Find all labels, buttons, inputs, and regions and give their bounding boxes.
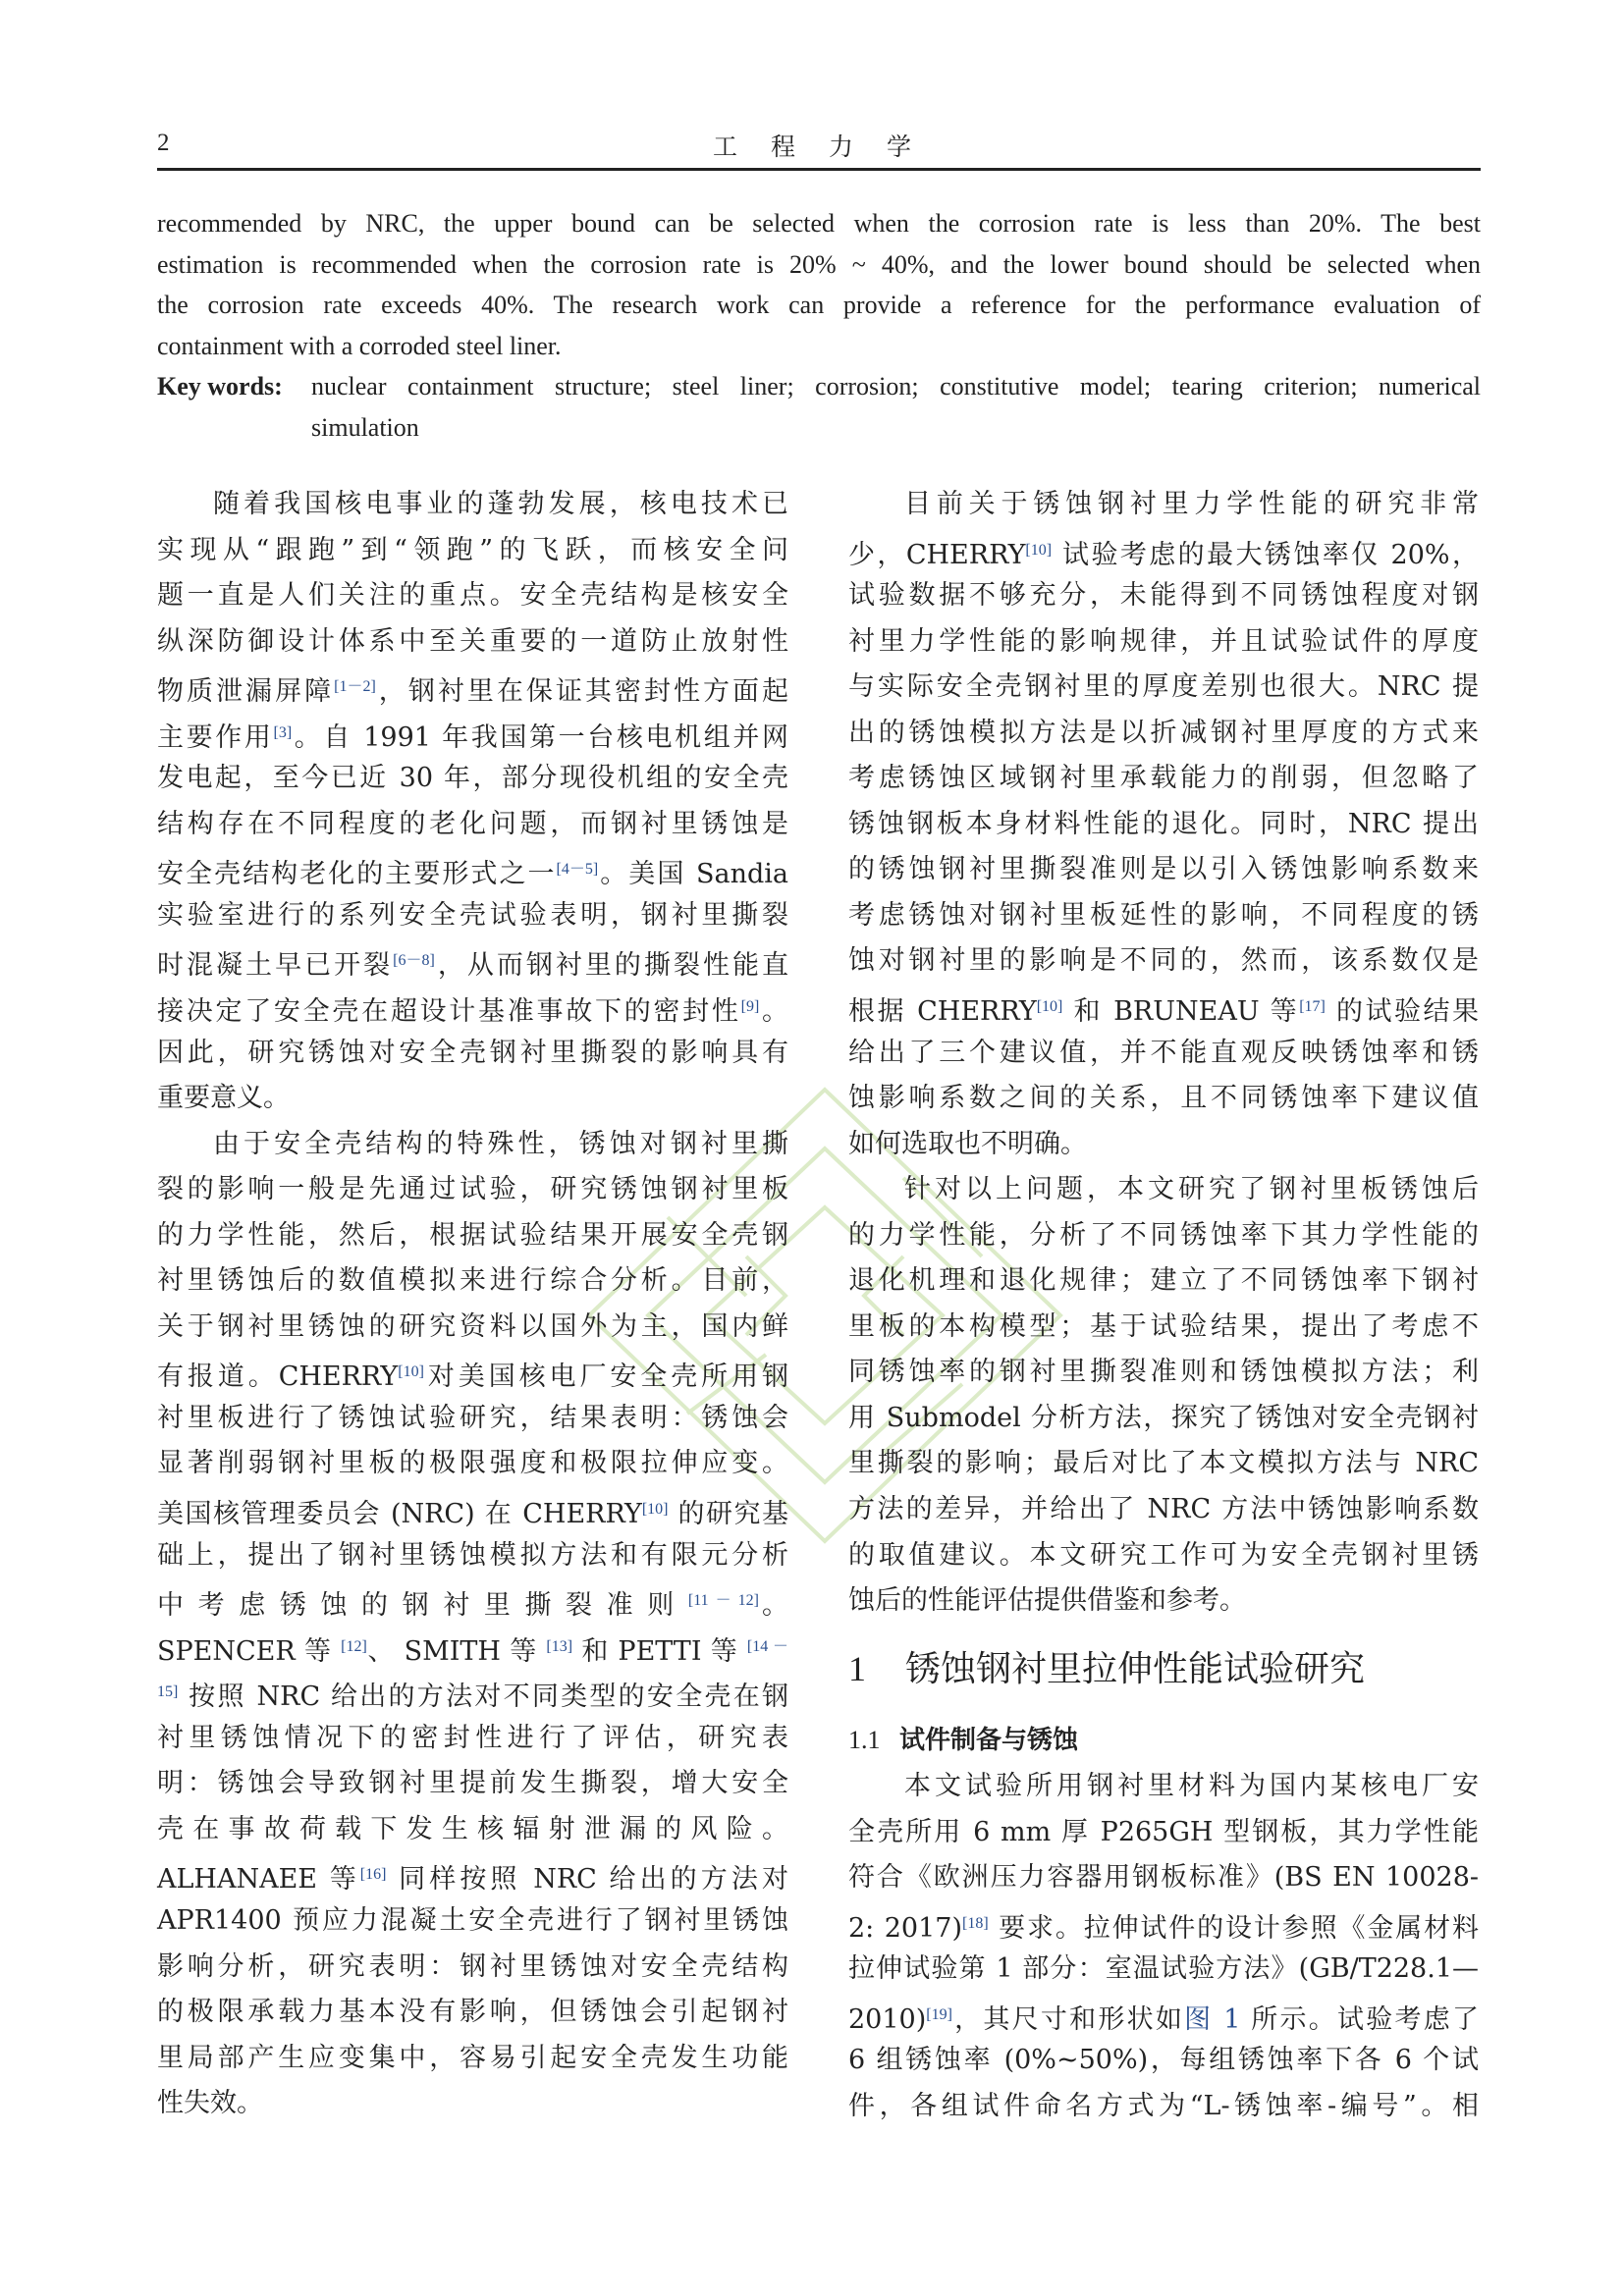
text-segment: APR1400 预应力混凝土安全壳进行了钢衬里锈蚀 bbox=[157, 1904, 788, 1936]
text-line bbox=[157, 665, 788, 711]
paragraph bbox=[848, 1764, 1479, 2129]
citation-link[interactable]: [13] bbox=[546, 1637, 573, 1655]
text-line bbox=[848, 1533, 1479, 1579]
text-line: simulation bbox=[311, 412, 419, 442]
text-line bbox=[848, 1122, 1479, 1168]
text-segment: 中 考 虑 锈 蚀 的 钢 衬 里 撕 裂 准 则 bbox=[157, 1590, 688, 1622]
subsection-number: 1.1 bbox=[848, 1726, 881, 1754]
text-line bbox=[157, 985, 788, 1031]
text-segment: 的试验结果 bbox=[1325, 996, 1479, 1028]
text-segment: 性失效。 bbox=[157, 2088, 263, 2119]
section-heading bbox=[848, 1643, 1365, 1695]
text-line bbox=[157, 1213, 788, 1259]
text-line bbox=[157, 1716, 788, 1762]
paragraph bbox=[157, 1122, 788, 2127]
text-line bbox=[848, 1901, 1479, 1948]
text-line bbox=[848, 1487, 1479, 1533]
text-line bbox=[157, 711, 788, 757]
text-line bbox=[157, 2036, 788, 2082]
text-line bbox=[157, 528, 788, 574]
citation-link[interactable]: [14 － bbox=[746, 1637, 788, 1655]
text-line bbox=[848, 1305, 1479, 1351]
text-line bbox=[848, 1810, 1479, 1856]
journal-title: 工程力学 bbox=[712, 133, 945, 161]
text-segment: 安全壳结构老化的主要形式之一 bbox=[157, 859, 557, 890]
text-line bbox=[848, 1578, 1479, 1625]
text-segment: 试验考虑的最大锈蚀率仅 20%， bbox=[1052, 539, 1479, 570]
text-segment: 随着我国核电事业的蓬勃发展，核电技术已 bbox=[213, 489, 788, 519]
text-segment: 的极限承载力基本没有影响，但锈蚀会引起钢衬 bbox=[157, 1997, 788, 2028]
text-segment: 的锈蚀钢衬里撕裂准则是以引入锈蚀影响系数来 bbox=[848, 854, 1479, 885]
text-line bbox=[848, 847, 1479, 893]
citation-link[interactable]: 15] bbox=[157, 1683, 179, 1701]
text-segment: 明：锈蚀会导致钢衬里提前发生撕裂，增大安全 bbox=[157, 1768, 788, 1799]
paragraph bbox=[848, 482, 1479, 1167]
text-line bbox=[157, 619, 788, 666]
text-line bbox=[157, 1258, 788, 1305]
text-segment: 2010) bbox=[848, 2003, 927, 2035]
text-line bbox=[157, 1350, 788, 1396]
text-segment: 按照 NRC 给出的方法对不同类型的安全壳在钢 bbox=[178, 1682, 788, 1713]
text-segment: 衬里板进行了锈蚀试验研究，结果表明：锈蚀会 bbox=[157, 1402, 788, 1433]
text-segment: 根据 CHERRY bbox=[848, 996, 1037, 1028]
text-line bbox=[157, 893, 788, 939]
text-line bbox=[848, 1396, 1479, 1442]
text-line bbox=[848, 1167, 1479, 1213]
right-column-intro bbox=[848, 482, 1479, 1625]
citation-link[interactable]: [11 － 12] bbox=[687, 1592, 759, 1610]
text-segment: 里撕裂的影响；最后对比了本文模拟方法与 NRC bbox=[848, 1448, 1479, 1479]
text-segment: 蚀后的性能评估提供借鉴和参考。 bbox=[848, 1585, 1246, 1617]
text-line bbox=[157, 1852, 788, 1898]
text-segment: 时混凝土早已开裂 bbox=[157, 950, 394, 982]
text-line bbox=[157, 1487, 788, 1533]
text-line: containment with a corroded steel liner. bbox=[157, 331, 562, 360]
text-segment: 试验数据不够充分，未能得到不同锈蚀程度对钢 bbox=[848, 580, 1479, 612]
text-line bbox=[848, 2038, 1479, 2084]
text-segment: 蚀影响系数之间的关系，且不同锈蚀率下建议值 bbox=[848, 1083, 1479, 1114]
text-segment: 由于安全壳结构的特殊性，锈蚀对钢衬里撕 bbox=[213, 1128, 788, 1159]
keywords-label: Key words: bbox=[157, 372, 283, 401]
citation-link[interactable]: [18] bbox=[961, 1914, 989, 1932]
text-segment: 蚀对钢衬里的影响是不同的，然而，该系数仅是 bbox=[848, 945, 1479, 977]
text-segment: 符合《欧洲压力容器用钢板标准》(BS EN 10028- bbox=[848, 1862, 1479, 1894]
section-title: 锈蚀钢衬里拉伸性能试验研究 bbox=[905, 1649, 1366, 1689]
text-segment: 拉伸试验第 1 部分：室温试验方法》(GB/T228.1— bbox=[848, 1953, 1479, 1985]
abstract-english bbox=[157, 203, 1481, 448]
subsection-heading bbox=[848, 1718, 1078, 1763]
text-line bbox=[157, 1122, 788, 1168]
text-line bbox=[157, 1031, 788, 1077]
text-segment: 少，CHERRY bbox=[848, 539, 1026, 570]
text-line: recommended by NRC, the upper bound can be selected when the corrosion rate is less than 20%. The best bbox=[157, 209, 1481, 238]
text-segment: 础上，提出了钢衬里锈蚀模拟方法和有限元分析 bbox=[157, 1539, 788, 1571]
text-segment: 。自 1991 年我国第一台核电机组并网 bbox=[292, 721, 788, 753]
text-line bbox=[848, 938, 1479, 985]
text-segment: 出的锈蚀模拟方法是以折减钢衬里厚度的方式来 bbox=[848, 717, 1479, 748]
text-line bbox=[157, 938, 788, 985]
text-line bbox=[157, 1670, 788, 1716]
text-segment: 锈蚀钢板本身材料性能的退化。同时，NRC 提出 bbox=[848, 808, 1479, 839]
text-segment: 用 Submodel 分析方法，探究了锈蚀对安全壳钢衬 bbox=[848, 1402, 1479, 1433]
text-line bbox=[157, 573, 788, 619]
text-segment: 实现从“跟跑”到“领跑”的飞跃，而核安全问 bbox=[157, 534, 788, 565]
text-line bbox=[848, 1441, 1479, 1487]
text-segment: 对美国核电厂安全壳所用钢 bbox=[423, 1362, 788, 1393]
text-line bbox=[157, 1441, 788, 1487]
citation-link[interactable]: [10] bbox=[641, 1501, 669, 1519]
text-line bbox=[848, 1258, 1479, 1305]
text-segment: 。 bbox=[758, 1590, 788, 1622]
text-segment: ，其尺寸和形状如 bbox=[951, 2003, 1185, 2035]
page-number: 2 bbox=[157, 130, 170, 156]
text-segment: 与实际安全壳钢衬里的厚度差别也很大。NRC 提 bbox=[848, 671, 1479, 703]
text-segment: 本文试验所用钢衬里材料为国内某核电厂安 bbox=[904, 1771, 1479, 1801]
text-segment: 物质泄漏屏障 bbox=[157, 676, 335, 708]
text-line bbox=[848, 2084, 1479, 2130]
text-segment: 如何选取也不明确。 bbox=[848, 1128, 1087, 1159]
text-line bbox=[157, 1533, 788, 1579]
citation-link[interactable]: [6－8] bbox=[393, 952, 435, 970]
text-line bbox=[848, 802, 1479, 848]
text-line bbox=[848, 893, 1479, 939]
text-segment: 考虑锈蚀区域钢衬里承载能力的削弱，但忽略了 bbox=[848, 763, 1479, 794]
text-segment: 美国核管理委员会 (NRC) 在 CHERRY bbox=[157, 1499, 642, 1530]
text-segment: 衬里锈蚀后的数值模拟来进行综合分析。目前， bbox=[157, 1265, 788, 1297]
text-segment: 结构存在不同程度的老化问题，而钢衬里锈蚀是 bbox=[157, 808, 788, 839]
text-line: the corrosion rate exceeds 40%. The research work can provide a reference for the performance evaluation of bbox=[157, 291, 1481, 320]
header-rule bbox=[157, 168, 1481, 171]
citation-link[interactable]: [10] bbox=[1036, 998, 1063, 1016]
text-line bbox=[848, 1213, 1479, 1259]
left-column bbox=[157, 482, 788, 2127]
text-segment: 同样按照 NRC 给出的方法对 bbox=[386, 1864, 788, 1896]
right-column-section bbox=[848, 1764, 1479, 2129]
text-line bbox=[848, 1031, 1479, 1077]
text-line bbox=[157, 1625, 788, 1671]
text-line bbox=[157, 1578, 788, 1625]
text-line bbox=[157, 1990, 788, 2036]
text-segment: 和 BRUNEAU 等 bbox=[1062, 996, 1300, 1028]
paragraph bbox=[848, 1167, 1479, 1624]
text-segment: 要求。拉伸试件的设计参照《金属材料 bbox=[988, 1912, 1479, 1944]
text-line bbox=[848, 756, 1479, 802]
text-line bbox=[157, 1396, 788, 1442]
text-line bbox=[848, 1350, 1479, 1396]
text-line bbox=[157, 802, 788, 848]
text-segment: 里板的本构模型；基于试验结果，提出了考虑不 bbox=[848, 1310, 1479, 1342]
text-segment: 衬里锈蚀情况下的密封性进行了评估，研究表 bbox=[157, 1722, 788, 1753]
subsection-title: 试件制备与锈蚀 bbox=[899, 1726, 1079, 1755]
citation-link[interactable]: [9] bbox=[740, 998, 760, 1016]
text-line bbox=[848, 1076, 1479, 1122]
text-line bbox=[157, 1898, 788, 1945]
text-segment: 裂的影响一般是先通过试验，研究锈蚀钢衬里板 bbox=[157, 1174, 788, 1205]
text-segment: ，钢衬里在保证其密封性方面起 bbox=[375, 676, 789, 708]
text-line bbox=[157, 482, 788, 528]
text-segment: 实验室进行的系列安全壳试验表明，钢衬里撕裂 bbox=[157, 899, 788, 931]
text-segment: 。 bbox=[759, 996, 789, 1028]
text-segment: 、 SMITH 等 bbox=[366, 1635, 547, 1667]
citation-link[interactable]: [16] bbox=[359, 1866, 387, 1884]
citation-link[interactable]: [12] bbox=[341, 1637, 367, 1655]
text-line bbox=[848, 1764, 1479, 1810]
text-line bbox=[157, 1305, 788, 1351]
text-line bbox=[848, 1947, 1479, 1993]
text-line bbox=[157, 2081, 788, 2127]
citation-link[interactable]: [10] bbox=[1025, 541, 1053, 559]
text-line: estimation is recommended when the corrosion rate is 20% ~ 40%, and the lower bound should be selected when bbox=[157, 249, 1481, 279]
text-segment: 有报道。CHERRY bbox=[157, 1362, 399, 1393]
text-segment: 给出了三个建议值，并不能直观反映锈蚀率和锈 bbox=[848, 1037, 1479, 1068]
text-line bbox=[848, 1855, 1479, 1901]
text-segment: 全壳所用 6 mm 厚 P265GH 型钢板，其力学性能 bbox=[848, 1816, 1479, 1847]
text-line bbox=[157, 1167, 788, 1213]
text-segment: 显著削弱钢衬里板的极限强度和极限拉伸应变。 bbox=[157, 1448, 788, 1479]
text-segment: 重要意义。 bbox=[157, 1083, 290, 1114]
citation-link[interactable]: [19] bbox=[926, 2005, 952, 2023]
text-segment: 的取值建议。本文研究工作可为安全壳钢衬里锈 bbox=[848, 1539, 1479, 1571]
text-line bbox=[848, 528, 1479, 574]
text-segment: 针对以上问题，本文研究了钢衬里板锈蚀后 bbox=[904, 1174, 1479, 1205]
text-segment: 所示。试验考虑了 bbox=[1240, 2003, 1479, 2035]
text-segment: 同锈蚀率的钢衬里撕裂准则和锈蚀模拟方法；利 bbox=[848, 1357, 1479, 1388]
text-segment: 的研究基 bbox=[668, 1499, 788, 1530]
text-segment: 件，各组试件命名方式为“L-锈蚀率-编号”。相 bbox=[848, 2090, 1479, 2121]
text-line bbox=[157, 1761, 788, 1807]
section-number: 1 bbox=[848, 1649, 866, 1688]
text-segment: 影响分析，研究表明：钢衬里锈蚀对安全壳结构 bbox=[157, 1950, 788, 1982]
text-line: nuclear containment structure; steel liner; corrosion; constitutive model; tearing criterion; numerical bbox=[311, 372, 1481, 401]
text-line bbox=[157, 847, 788, 893]
text-segment: 目前关于锈蚀钢衬里力学性能的研究非常 bbox=[904, 489, 1479, 519]
citation-link[interactable]: [17] bbox=[1299, 998, 1326, 1016]
text-line bbox=[157, 756, 788, 802]
text-segment: 关于钢衬里锈蚀的研究资料以国外为主，国内鲜 bbox=[157, 1310, 788, 1342]
text-segment: 接决定了安全壳在超设计基准事故下的密封性 bbox=[157, 996, 741, 1028]
text-line bbox=[848, 619, 1479, 666]
text-line bbox=[157, 1807, 788, 1853]
keywords bbox=[157, 366, 1481, 448]
text-line bbox=[848, 665, 1479, 711]
text-segment: 主要作用 bbox=[157, 721, 274, 753]
text-line bbox=[848, 482, 1479, 528]
text-line bbox=[157, 1945, 788, 1991]
text-segment: 纵深防御设计体系中至关重要的一道防止放射性 bbox=[157, 625, 788, 657]
text-line bbox=[848, 985, 1479, 1031]
text-segment: 题一直是人们关注的重点。安全壳结构是核安全 bbox=[157, 580, 788, 612]
text-line bbox=[848, 711, 1479, 757]
text-line bbox=[848, 573, 1479, 619]
text-segment: 方法的差异，并给出了 NRC 方法中锈蚀影响系数 bbox=[848, 1494, 1479, 1525]
text-segment: 因此，研究锈蚀对安全壳钢衬里撕裂的影响具有 bbox=[157, 1037, 788, 1068]
text-segment: 发电起，至今已近 30 年，部分现役机组的安全壳 bbox=[157, 763, 788, 794]
text-segment: SPENCER 等 bbox=[157, 1635, 342, 1667]
citation-link[interactable]: [1－2] bbox=[334, 678, 376, 696]
text-segment: 6 组锈蚀率 (0%~50%)，每组锈蚀率下各 6 个试 bbox=[848, 2045, 1479, 2076]
text-segment: 2: 2017) bbox=[848, 1912, 962, 1944]
citation-link[interactable]: [4－5] bbox=[556, 861, 599, 879]
text-line bbox=[848, 1993, 1479, 2039]
text-segment: 考虑锈蚀对钢衬里板延性的影响，不同程度的锈 bbox=[848, 899, 1479, 931]
text-segment: 衬里力学性能的影响规律，并且试验试件的厚度 bbox=[848, 625, 1479, 657]
text-segment: 的力学性能，然后，根据试验结果开展安全壳钢 bbox=[157, 1219, 788, 1251]
figure-link[interactable]: 图 1 bbox=[1184, 2003, 1241, 2035]
paragraph bbox=[157, 482, 788, 1122]
citation-link[interactable]: [10] bbox=[398, 1363, 424, 1381]
text-segment: 和 PETTI 等 bbox=[572, 1635, 747, 1667]
text-segment: 的力学性能，分析了不同锈蚀率下其力学性能的 bbox=[848, 1219, 1479, 1251]
text-segment: 。美国 Sandia bbox=[598, 859, 788, 890]
text-line bbox=[157, 1076, 788, 1122]
text-segment: 退化机理和退化规律；建立了不同锈蚀率下钢衬 bbox=[848, 1265, 1479, 1297]
text-segment: 壳在事故荷载下发生核辐射泄漏的风险。 bbox=[157, 1813, 788, 1844]
citation-link[interactable]: [3] bbox=[273, 723, 293, 741]
text-segment: 里局部产生应变集中，容易引起安全壳发生功能 bbox=[157, 2042, 788, 2073]
text-segment: ALHANAEE 等 bbox=[157, 1864, 360, 1896]
text-segment: ，从而钢衬里的撕裂性能直 bbox=[434, 950, 789, 982]
